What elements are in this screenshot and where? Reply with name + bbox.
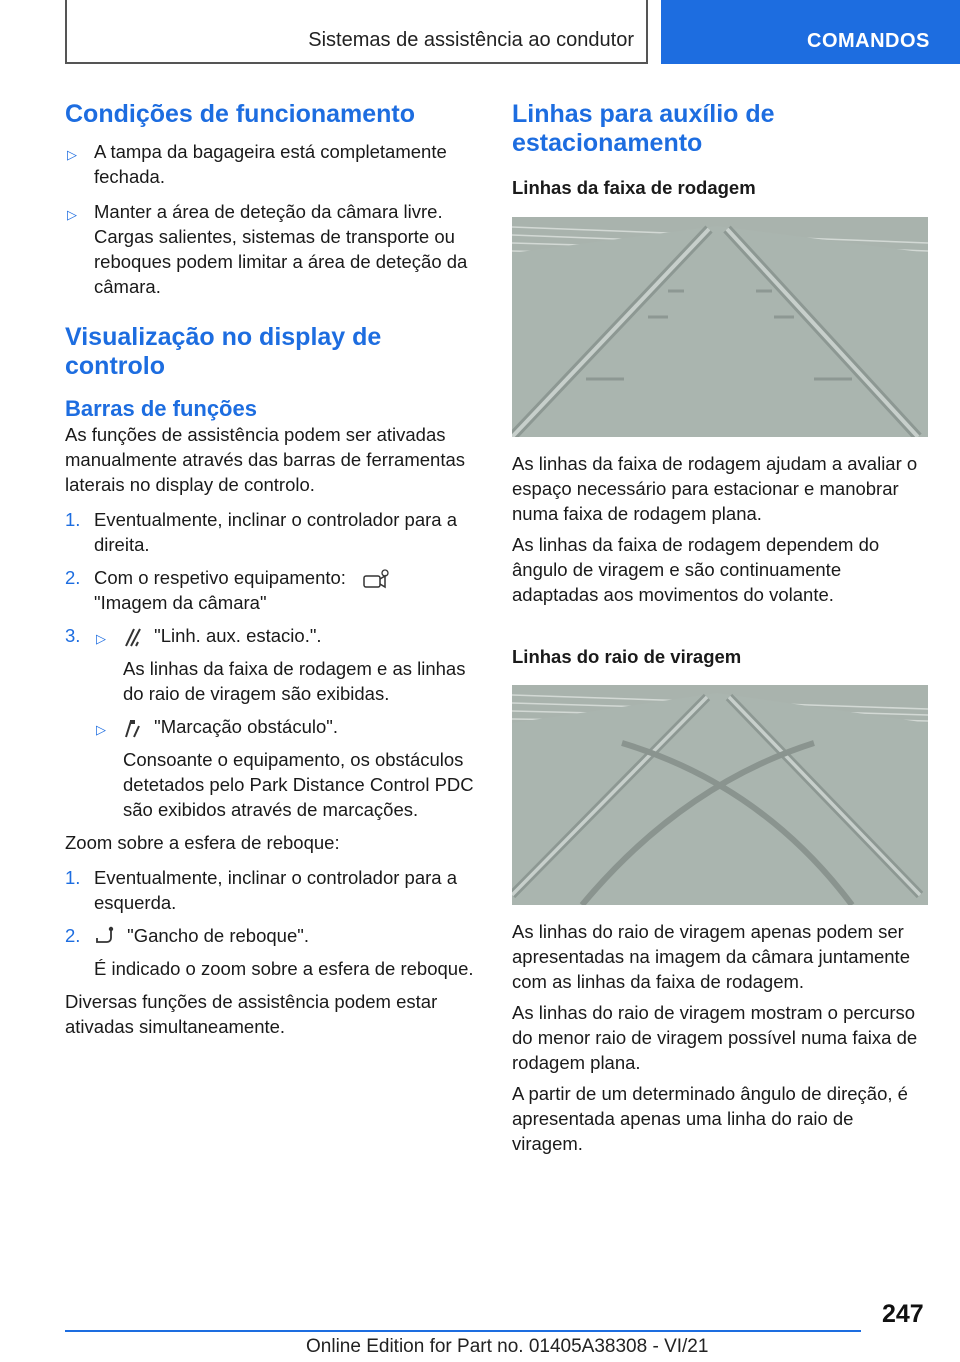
list-item (65, 139, 477, 189)
step-text: Eventualmente, inclinar o controlador para a esquerda. (94, 867, 458, 914)
list-item-text: Manter a área de deteção da câmara livre. Cargas salientes, sistemas de transporte ou reboques podem limitar a área de deteção da câmara. (94, 201, 468, 297)
heading-display: Visualização no display de controlo (65, 323, 382, 380)
sub-item (94, 623, 477, 648)
step-item (65, 623, 477, 648)
paragraph: As linhas do raio de viragem apenas podem ser apresentadas na imagem da câmara juntamente com as linhas da faixa de rodagem. (512, 921, 910, 992)
paragraph: As linhas da faixa de rodagem dependem do ângulo de viragem e são continuamente adaptadas aos movimentos do volante. (512, 534, 880, 605)
step-text: Com o respetivo equipamento: (94, 567, 346, 588)
header-section-box (65, 0, 648, 64)
step-number: 3. (65, 625, 81, 647)
list-item (65, 199, 477, 299)
step-item (65, 507, 477, 557)
lane-lines-figure (512, 217, 928, 437)
heading-conditions: Condições de funcionamento (65, 100, 416, 128)
step-text: "Gancho de reboque". (127, 925, 309, 947)
turning-lines-figure (512, 685, 928, 905)
triangle-bullet-icon: ▷ (67, 207, 77, 222)
heading-function-bars: Barras de funções (65, 396, 257, 421)
left-column (65, 100, 477, 1039)
page-number: 247 (882, 1300, 924, 1328)
heading-lane-lines: Linhas da faixa de rodagem (512, 177, 756, 198)
paragraph: Zoom sobre a esfera de reboque: (65, 832, 340, 854)
step-item (65, 923, 477, 948)
sub-item-description: As linhas da faixa de rodagem e as linhas do raio de viragem são exibidas. (123, 658, 466, 705)
chapter-tab-label: COMANDOS (807, 30, 930, 52)
section-title: Sistemas de assistência ao condutor (308, 29, 634, 51)
step-result: É indicado o zoom sobre a esfera de reboque. (94, 958, 474, 980)
heading-parking-lines: Linhas para auxílio de estacionamento (512, 100, 775, 157)
step-number: 1. (65, 867, 81, 889)
step-item (65, 565, 477, 615)
step-number: 2. (65, 925, 81, 947)
parking-lines-icon (123, 626, 143, 648)
step-number: 1. (65, 509, 81, 530)
paragraph: As funções de assistência podem ser ativadas manualmente através das barras de ferramentas laterais no display de controlo. (65, 424, 466, 495)
chapter-tab[interactable] (661, 0, 960, 64)
triangle-bullet-icon: ▷ (96, 631, 106, 647)
sub-item-label: "Linh. aux. estacio.". (154, 625, 322, 647)
camera-gear-icon (361, 568, 391, 590)
right-column (512, 100, 928, 1156)
footer-divider (65, 1330, 861, 1332)
sub-item (94, 714, 477, 739)
step-text: Eventualmente, inclinar o controlador para a direita. (94, 509, 458, 555)
list-item-text: A tampa da bagageira está completamente fechada. (94, 141, 447, 187)
step-number: 2. (65, 567, 81, 588)
sub-item-label: "Marcação obstáculo". (154, 716, 338, 738)
triangle-bullet-icon: ▷ (67, 147, 77, 162)
paragraph: As linhas da faixa de rodagem ajudam a avaliar o espaço necessário para estacionar e manobrar numa faixa de rodagem plana. (512, 453, 918, 524)
step-text-2: "Imagem da câmara" (94, 592, 267, 614)
paragraph: Diversas funções de assistência podem estar ativadas simultaneamente. (65, 991, 438, 1038)
paragraph: As linhas do raio de viragem mostram o percurso do menor raio de viragem possível numa faixa de rodagem plana. (512, 1002, 918, 1073)
paragraph: A partir de um determinado ângulo de direção, é apresentada apenas uma linha do raio de viragem. (512, 1083, 908, 1154)
triangle-bullet-icon: ▷ (96, 722, 106, 738)
footer-edition: Online Edition for Part no. 01405A38308 - VI/21 (306, 1336, 709, 1357)
step-item (65, 865, 477, 915)
tow-hook-icon (94, 926, 116, 948)
sub-item-description: Consoante o equipamento, os obstáculos detetados pelo Park Distance Control PDC são exibidos através de marcações. (123, 749, 474, 821)
obstacle-marking-icon (123, 717, 143, 739)
heading-turning-lines: Linhas do raio de viragem (512, 646, 742, 667)
